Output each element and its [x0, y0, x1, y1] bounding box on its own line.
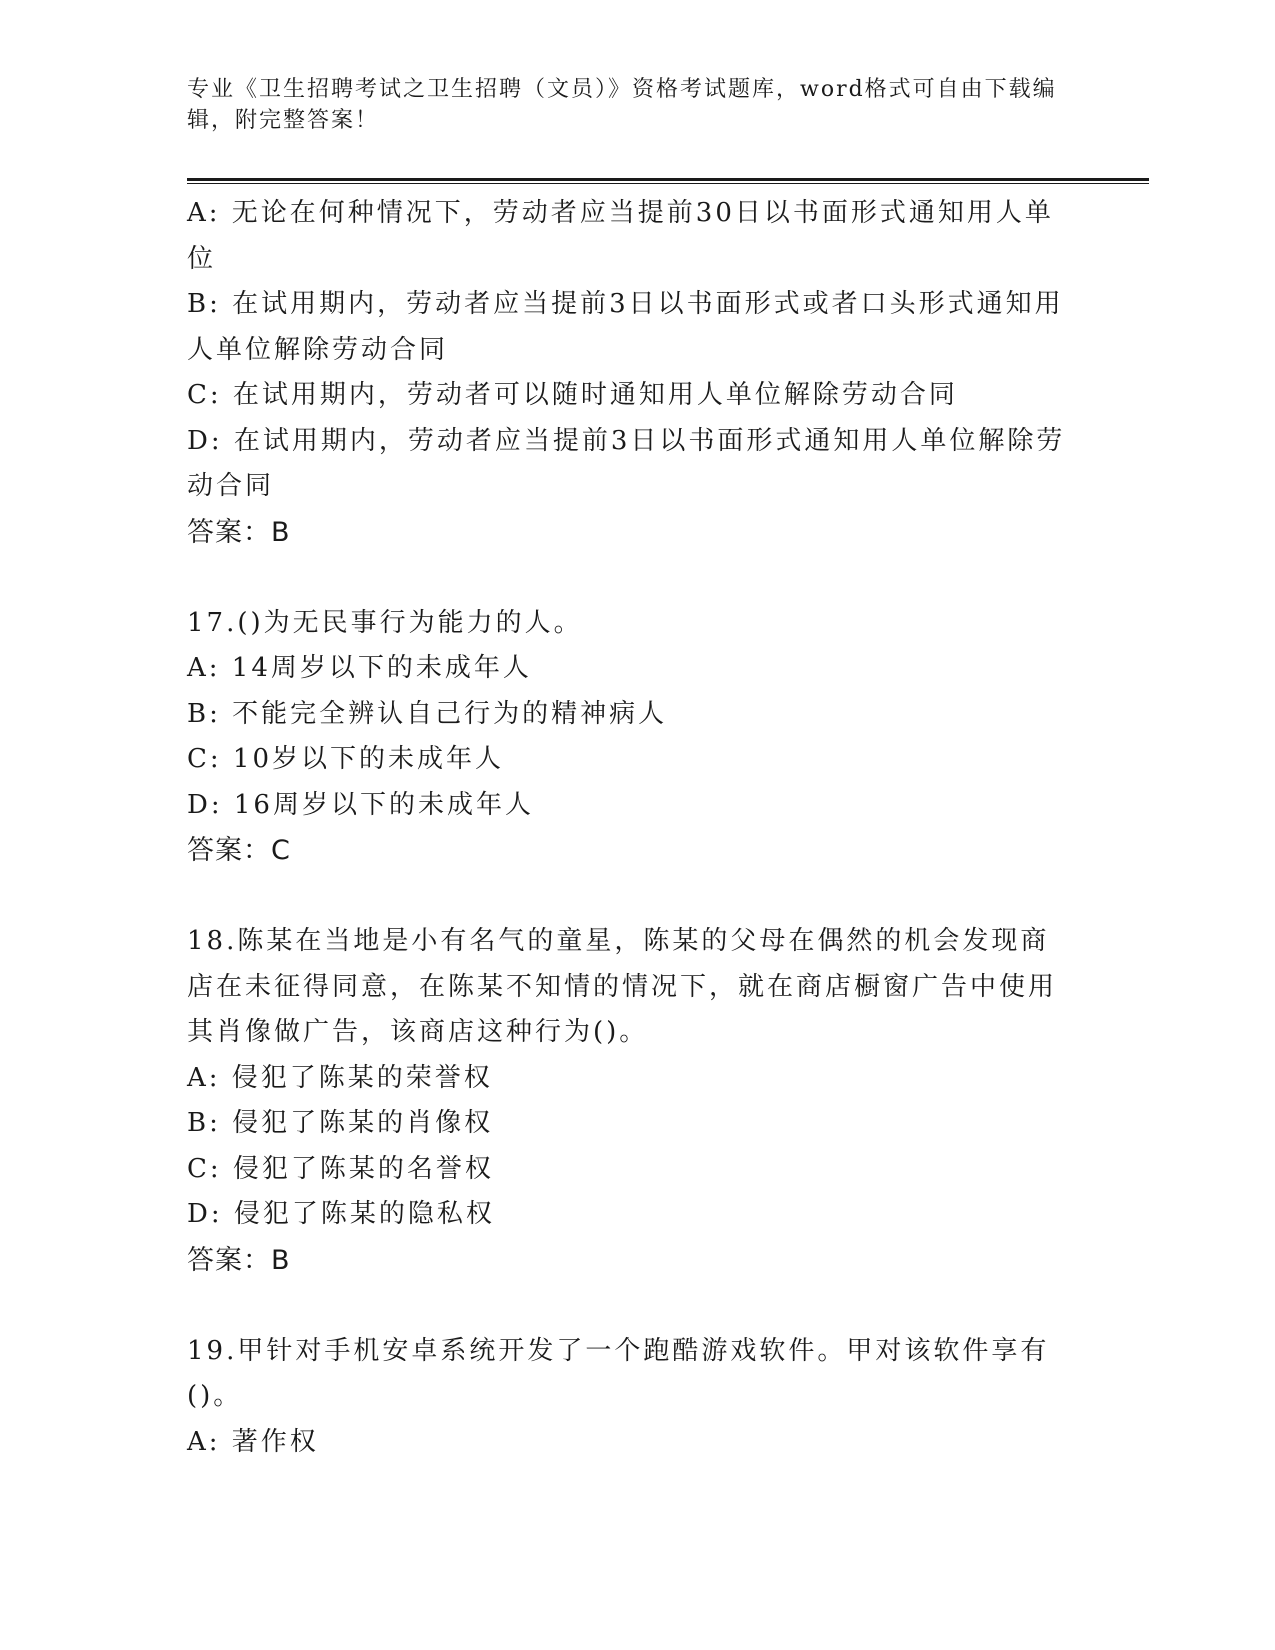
- q16-answer: 答案：B: [187, 516, 291, 548]
- q18-option-a: A: 侵犯了陈某的荣誉权: [187, 1062, 493, 1093]
- q16-option-c: C: 在试用期内，劳动者可以随时通知用人单位解除劳动合同: [187, 380, 958, 410]
- question-content: [187, 191, 1067, 1465]
- q16-option-d: D: 在试用期内，劳动者应当提前3日以书面形式通知用人单位解除劳动合同: [187, 425, 1066, 501]
- q18-option-d: D: 侵犯了陈某的隐私权: [187, 1199, 495, 1229]
- spacer: [187, 874, 1067, 920]
- question-17-block: [187, 601, 1067, 874]
- q17-answer: 答案：C: [187, 835, 291, 866]
- q17-question: 17.()为无民事行为能力的人。: [187, 607, 583, 638]
- header-rule-thin: [187, 183, 1149, 184]
- q18-option-c: C: 侵犯了陈某的名誉权: [187, 1153, 494, 1184]
- q17-option-d: D: 16周岁以下的未成年人: [187, 789, 534, 820]
- question-19-block: [187, 1329, 1067, 1466]
- q16-option-b: B: 在试用期内，劳动者应当提前3日以书面形式或者口头形式通知用人单位解除劳动合同: [187, 289, 1064, 365]
- q17-option-c: C: 10岁以下的未成年人: [187, 744, 505, 774]
- spacer: [187, 555, 1067, 601]
- q17-option-b: B: 不能完全辨认自己行为的精神病人: [187, 698, 668, 729]
- q19-option-a: A: 著作权: [187, 1426, 319, 1457]
- q18-option-b: B: 侵犯了陈某的肖像权: [187, 1108, 494, 1138]
- q16-option-a: A: 无论在何种情况下，劳动者应当提前30日以书面形式通知用人单位: [187, 198, 1054, 274]
- question-16-block: [187, 191, 1067, 555]
- document-header: 专业《卫生招聘考试之卫生招聘（文员）》资格考试题库，word格式可自由下载编辑，附完整答案！: [187, 77, 1057, 133]
- question-18-block: [187, 919, 1067, 1283]
- q19-question: 19.甲针对手机安卓系统开发了一个跑酷游戏软件。甲对该软件享有()。: [187, 1335, 1050, 1411]
- q17-option-a: A: 14周岁以下的未成年人: [187, 653, 532, 683]
- spacer: [187, 1283, 1067, 1329]
- q18-question: 18.陈某在当地是小有名气的童星，陈某的父母在偶然的机会发现商店在未征得同意，在陈某不知情的情况下，就在商店橱窗广告中使用其肖像做广告，该商店这种行为()。: [187, 926, 1058, 1047]
- header-rule-thick: [187, 178, 1149, 181]
- q18-answer: 答案：B: [187, 1244, 291, 1276]
